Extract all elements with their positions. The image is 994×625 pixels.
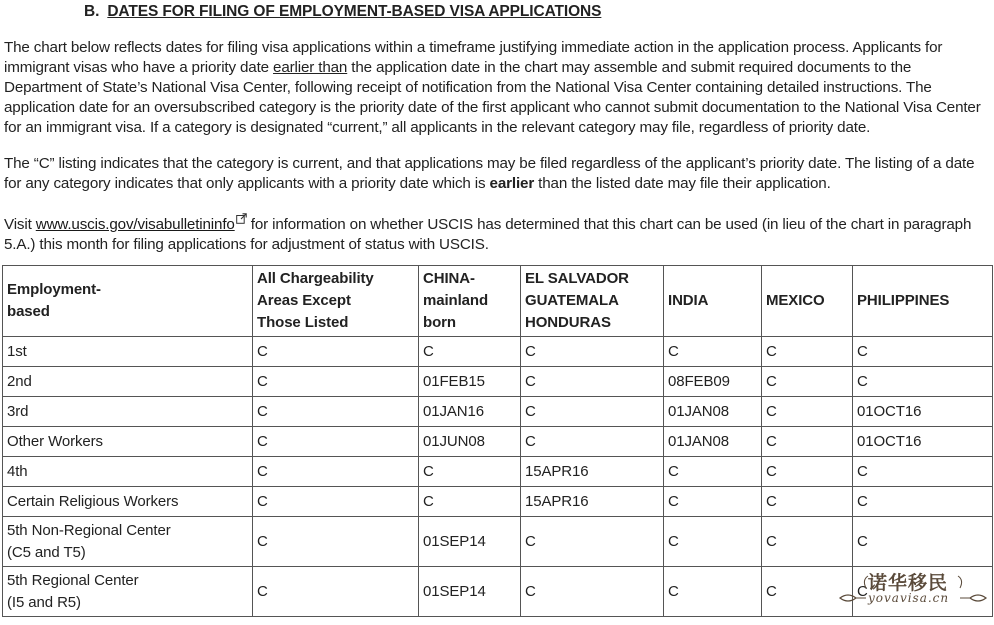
table-cell: C (253, 427, 419, 457)
table-row (3, 427, 993, 457)
row-label: Certain Religious Workers (3, 487, 253, 517)
table-cell: 01JAN16 (419, 397, 521, 427)
row-label: 5th Non-Regional Center (C5 and T5) (3, 517, 253, 567)
table-cell: C (419, 337, 521, 367)
table-row (3, 337, 993, 367)
intro-paragraph (4, 38, 992, 138)
para2-text-b: than the listed date may file their application. (534, 175, 831, 192)
table-cell: C (521, 337, 664, 367)
table-cell: C (521, 517, 664, 567)
watermark-chinese-text: 诺华移民 (868, 572, 949, 594)
row-label: 5th Regional Center (I5 and R5) (3, 567, 253, 617)
row-label: 2nd (3, 367, 253, 397)
table-cell: C (762, 337, 853, 367)
table-cell: C (853, 337, 993, 367)
dates-for-filing-table (2, 265, 993, 617)
header-philippines: PHILIPPINES (853, 266, 993, 337)
table-cell: C (853, 487, 993, 517)
table-cell: C (664, 337, 762, 367)
table-cell: 01SEP14 (419, 567, 521, 617)
table-cell: 01SEP14 (419, 517, 521, 567)
section-title: DATES FOR FILING OF EMPLOYMENT-BASED VISA APPLICATIONS (107, 3, 602, 20)
uscis-paragraph (4, 210, 992, 255)
table-cell: C (762, 367, 853, 397)
section-heading (84, 3, 601, 21)
table-cell: C (762, 567, 853, 617)
table-cell: C (521, 567, 664, 617)
table-cell: 08FEB09 (664, 367, 762, 397)
table-cell: C (853, 567, 993, 617)
table-cell: 01OCT16 (853, 397, 993, 427)
table-cell: C (253, 487, 419, 517)
table-cell: 01JAN08 (664, 427, 762, 457)
table-cell: C (664, 487, 762, 517)
table-cell: C (419, 457, 521, 487)
header-mexico: MEXICO (762, 266, 853, 337)
row-label: 3rd (3, 397, 253, 427)
para2-text-a: The “C” listing indicates that the category is current, and that applications may be filed regardless of the applicant’s priority date. The listing of a date for any category indicates that only applicants with a priority date which is (4, 155, 975, 192)
table-cell: C (762, 397, 853, 427)
table-cell: 15APR16 (521, 487, 664, 517)
watermark-domain-text: yovavisa.cn (868, 591, 950, 605)
table-cell: C (253, 397, 419, 427)
table-cell: 01FEB15 (419, 367, 521, 397)
table-row (3, 567, 993, 617)
table-cell: C (253, 457, 419, 487)
table-cell: 15APR16 (521, 457, 664, 487)
header-employment-based: Employment- based (3, 266, 253, 337)
table-cell: C (762, 487, 853, 517)
uscis-link[interactable]: www.uscis.gov/visabulletininfo (35, 216, 235, 233)
table-row (3, 517, 993, 567)
table-cell: C (521, 397, 664, 427)
table-cell: C (853, 457, 993, 487)
table-cell: C (521, 427, 664, 457)
header-all-chargeability: All Chargeability Areas Except Those Listed (253, 266, 419, 337)
para2-bold: earlier (489, 175, 535, 192)
row-label: 4th (3, 457, 253, 487)
table-row (3, 457, 993, 487)
table-cell: C (253, 517, 419, 567)
para1-text-b: the application date in the chart may assemble and submit required documents to the Department of State’s National Visa Center, following receipt of notification from the National Visa Center containing detailed instructions. The application date for an oversubscribed category is the priority date of the first applicant who cannot submit documentation to the National Visa Center for an immigrant visa. If a category is designated “current,” all applicants in the relevant category may file, regardless of priority date. (4, 59, 981, 136)
header-china: CHINA- mainland born (419, 266, 521, 337)
table-cell: C (664, 517, 762, 567)
table-cell: C (253, 367, 419, 397)
current-listing-paragraph (4, 154, 992, 194)
table-cell: C (853, 367, 993, 397)
header-el-salvador-guatemala-honduras: EL SALVADOR GUATEMALA HONDURAS (521, 266, 664, 337)
header-india: INDIA (664, 266, 762, 337)
table-cell: C (253, 567, 419, 617)
table-header-row (3, 266, 993, 337)
row-label: 1st (3, 337, 253, 367)
table-row (3, 487, 993, 517)
table-cell: C (253, 337, 419, 367)
table-row (3, 367, 993, 397)
table-cell: C (664, 567, 762, 617)
table-cell: C (762, 517, 853, 567)
table-cell: C (521, 367, 664, 397)
table-cell: 01JAN08 (664, 397, 762, 427)
table-cell: 01JUN08 (419, 427, 521, 457)
row-label: Other Workers (3, 427, 253, 457)
para3-text-a: Visit (4, 216, 36, 233)
table-row (3, 397, 993, 427)
table-cell: C (762, 457, 853, 487)
table-cell: C (762, 427, 853, 457)
para1-text-a: The chart below reflects dates for filing visa applications within a timeframe justifying immediate action in the application process. Applicants for immigrant visas who have a priority date (4, 39, 943, 76)
para1-underlined: earlier than (273, 59, 348, 76)
table-cell: 01OCT16 (853, 427, 993, 457)
para3-text-b: for information on whether USCIS has determined that this chart can be used (in lieu of the chart in paragraph 5.A.) this month for filing applications for adjustment of status with USCIS. (4, 216, 972, 253)
table-cell: C (419, 487, 521, 517)
table-cell: C (664, 457, 762, 487)
external-link-icon[interactable] (236, 210, 247, 230)
table-cell: C (853, 517, 993, 567)
section-number: B. (84, 3, 100, 20)
